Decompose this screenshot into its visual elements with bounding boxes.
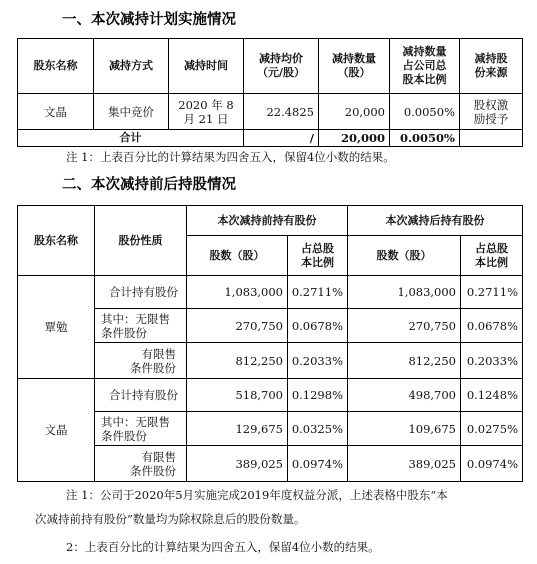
reduction-table-header-row (18, 39, 523, 94)
header-share-nature: 股份性质 (95, 206, 187, 276)
after-shares: 270,750 (348, 309, 461, 343)
after-ratio: 0.2711% (461, 276, 523, 309)
before-shares: 129,675 (187, 412, 288, 446)
header-reduction-ratio: 减持数量 占公司总 股本比例 (390, 39, 460, 94)
header-share-source: 减持股 份来源 (460, 39, 523, 94)
after-shares: 812,250 (348, 343, 461, 379)
before-shares: 812,250 (187, 343, 288, 379)
section2-title: 二、本次减持前后持股情况 (62, 177, 236, 193)
table-row (18, 379, 523, 412)
before-ratio: 0.2711% (288, 276, 348, 309)
before-ratio: 0.0678% (288, 309, 348, 343)
before-ratio: 0.0325% (288, 412, 348, 446)
before-shares: 1,083,000 (187, 276, 288, 309)
section1-note: 注 1：上表百分比的计算结果为四舍五入，保留4位小数的结果。 (66, 150, 395, 164)
after-ratio: 0.0678% (461, 309, 523, 343)
before-ratio: 0.0974% (288, 446, 348, 482)
total-price: / (244, 130, 319, 147)
reduction-quantity: 20,000 (319, 94, 390, 130)
after-ratio: 0.0275% (461, 412, 523, 446)
after-shares: 389,025 (348, 446, 461, 482)
reduction-method: 集中竞价 (94, 94, 169, 130)
total-source-empty (460, 130, 523, 147)
section2-note1-line1: 注 1：公司于2020年5月实施完成2019年度权益分派，上述表格中股东“本 (66, 488, 448, 502)
holdings-header-row-1 (18, 206, 523, 236)
after-shares: 498,700 (348, 379, 461, 412)
header-shareholder-name: 股东名称 (18, 39, 94, 94)
total-row (18, 130, 523, 147)
header-reduction-time: 减持时间 (169, 39, 244, 94)
header-reduction-quantity: 减持数量 （股） (319, 39, 390, 94)
holder-name: 覃勉 (18, 276, 95, 379)
section2-note1-line2: 次减持前持有股份”数量均为除权除息后的股份数量。 (35, 512, 306, 526)
total-quantity: 20,000 (319, 130, 390, 147)
after-ratio: 0.0974% (461, 446, 523, 482)
header-shareholder-name: 股东名称 (18, 206, 95, 276)
header-after-ratio: 占总股 本比例 (461, 236, 523, 276)
section2-note2: 2：上表百分比的计算结果为四舍五入，保留4位小数的结果。 (66, 540, 380, 554)
header-before-shares: 股数（股） (187, 236, 288, 276)
share-nature: 有限售 条件股份 (95, 446, 187, 482)
after-ratio: 0.2033% (461, 343, 523, 379)
before-shares: 389,025 (187, 446, 288, 482)
section1-title: 一、本次减持计划实施情况 (62, 12, 236, 28)
before-ratio: 0.2033% (288, 343, 348, 379)
before-shares: 518,700 (187, 379, 288, 412)
holdings-table (17, 205, 523, 482)
table-row (18, 94, 523, 130)
header-after-shares: 股数（股） (348, 236, 461, 276)
header-before-ratio: 占总股 本比例 (288, 236, 348, 276)
share-nature: 其中：无限售 条件股份 (95, 412, 187, 446)
share-nature: 有限售 条件股份 (95, 343, 187, 379)
header-average-price: 减持均价 （元/股） (244, 39, 319, 94)
reduction-time: 2020 年 8 月 21 日 (169, 94, 244, 130)
total-label: 合计 (18, 130, 244, 147)
after-shares: 109,675 (348, 412, 461, 446)
shareholder-name: 文晶 (18, 94, 94, 130)
header-reduction-method: 减持方式 (94, 39, 169, 94)
total-ratio: 0.0050% (390, 130, 460, 147)
share-nature: 合计持有股份 (95, 379, 187, 412)
average-price: 22.4825 (244, 94, 319, 130)
before-ratio: 0.1298% (288, 379, 348, 412)
share-source: 股权激 励授予 (460, 94, 523, 130)
reduction-ratio: 0.0050% (390, 94, 460, 130)
after-shares: 1,083,000 (348, 276, 461, 309)
reduction-table (17, 38, 523, 147)
holder-name: 文晶 (18, 379, 95, 482)
header-before-reduction: 本次减持前持有股份 (187, 206, 348, 236)
after-ratio: 0.1248% (461, 379, 523, 412)
table-row (18, 276, 523, 309)
share-nature: 合计持有股份 (95, 276, 187, 309)
header-after-reduction: 本次减持后持有股份 (348, 206, 523, 236)
before-shares: 270,750 (187, 309, 288, 343)
share-nature: 其中：无限售 条件股份 (95, 309, 187, 343)
